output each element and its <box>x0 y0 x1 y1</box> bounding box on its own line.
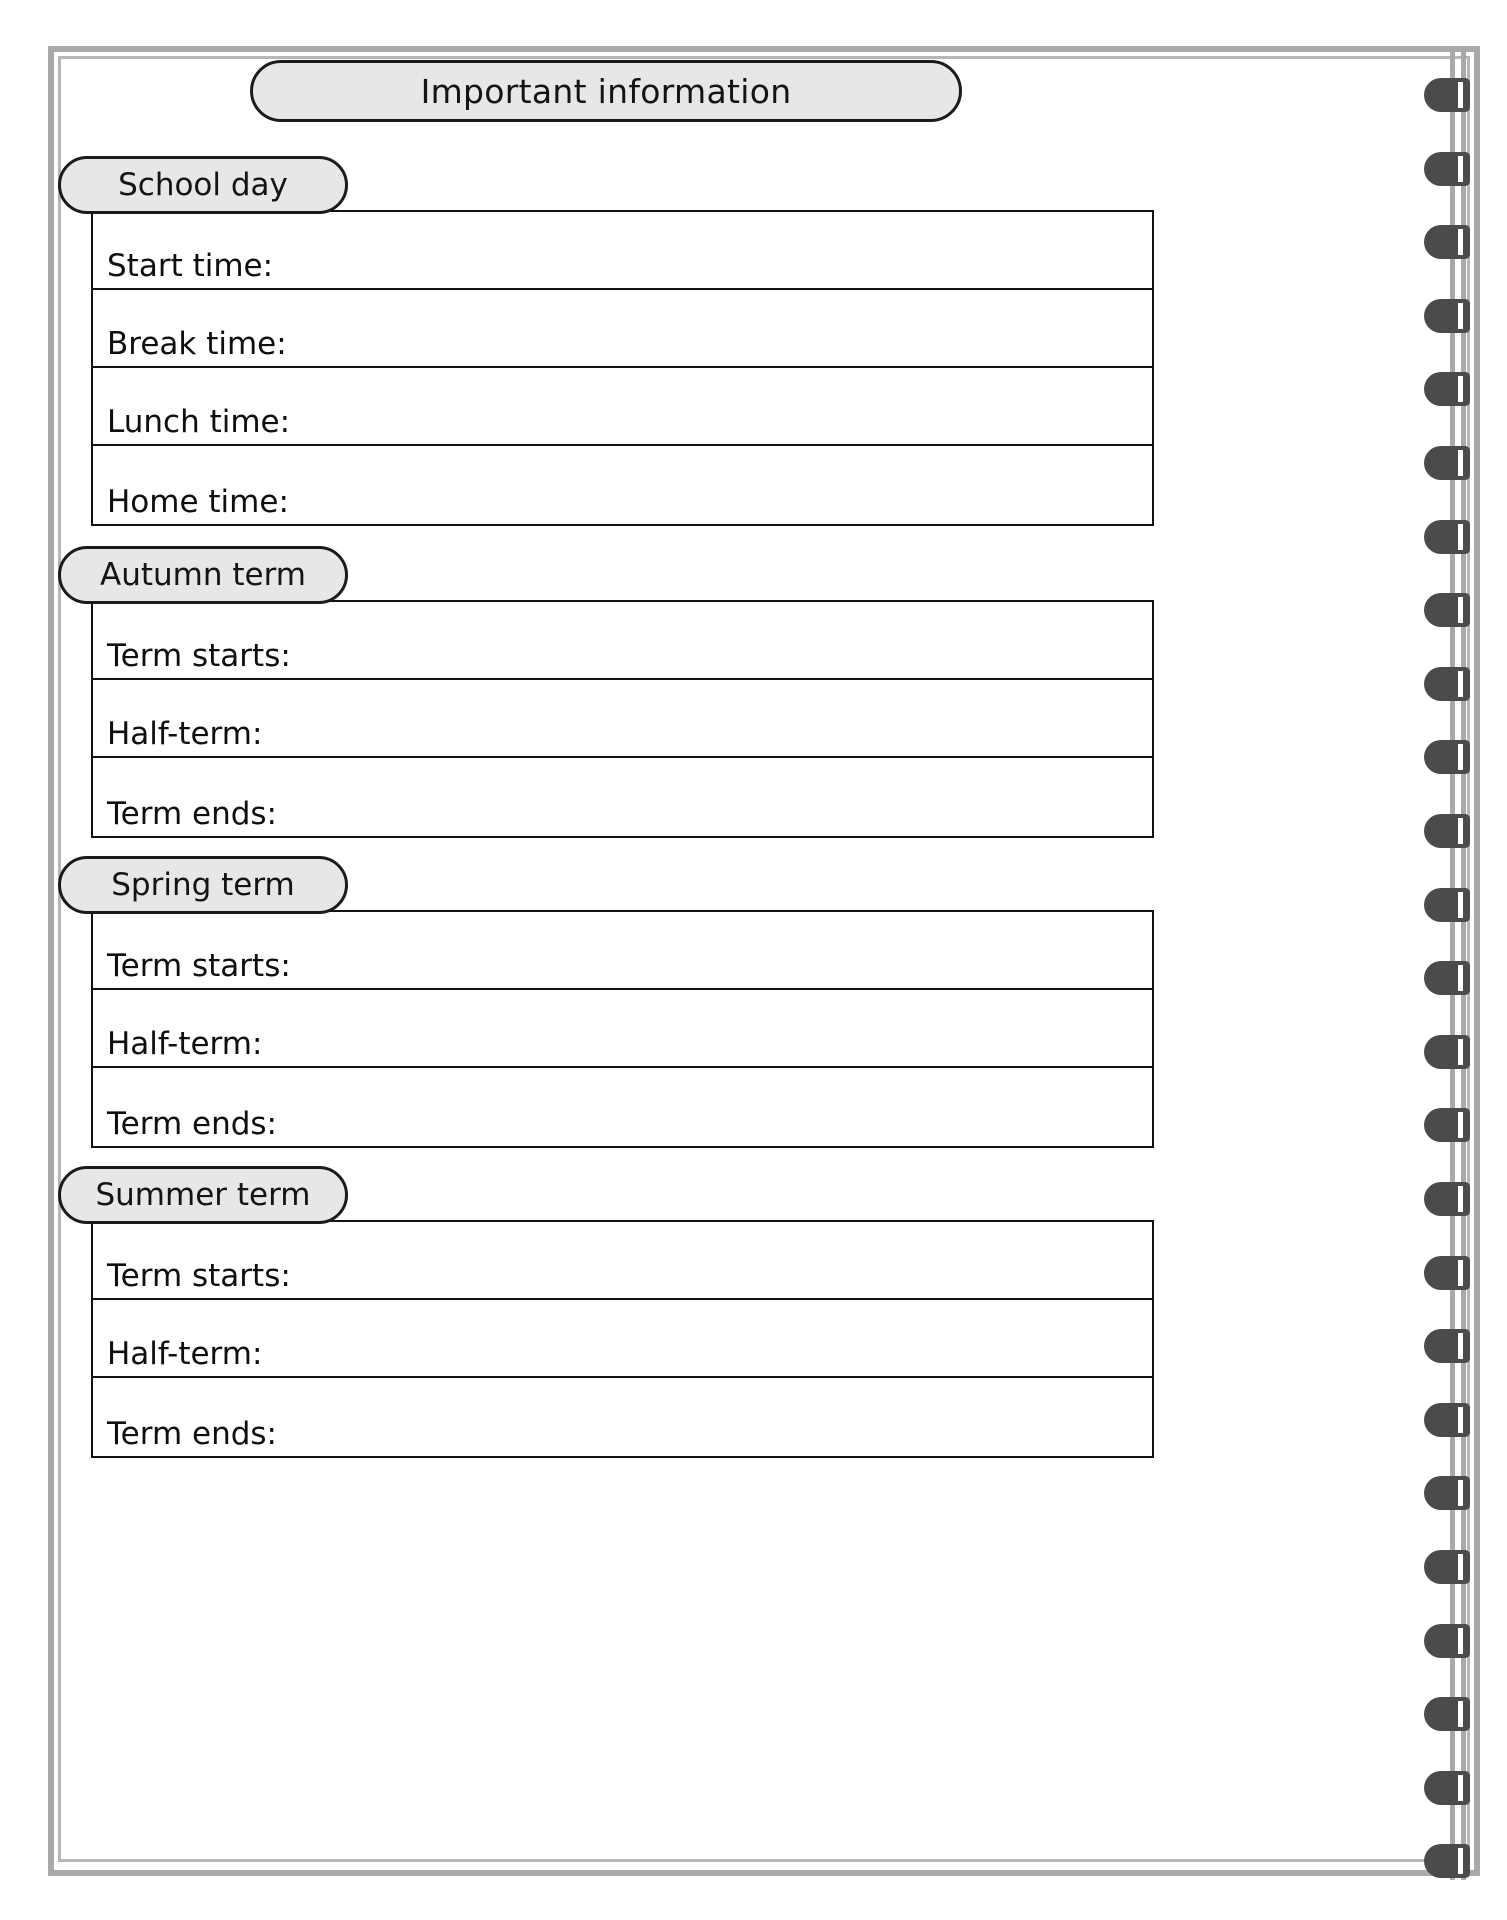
table-row[interactable] <box>93 1300 1152 1378</box>
spiral-ring-icon <box>1424 740 1470 774</box>
section-heading-summer-term: Summer term <box>58 1166 348 1224</box>
page-content <box>58 56 1470 1862</box>
table-row[interactable] <box>93 680 1152 758</box>
spiral-ring-icon <box>1424 814 1470 848</box>
spiral-ring-icon <box>1424 1329 1470 1363</box>
row-label: Term starts: <box>107 638 291 674</box>
spiral-ring-icon <box>1424 1624 1470 1658</box>
table-row[interactable] <box>93 912 1152 990</box>
table-spring-term <box>91 910 1154 1148</box>
page-title: Important information <box>250 60 962 122</box>
spiral-ring-icon <box>1424 225 1470 259</box>
spiral-ring-icon <box>1424 1256 1470 1290</box>
spiral-ring-icon <box>1424 888 1470 922</box>
table-row[interactable] <box>93 990 1152 1068</box>
row-label: Start time: <box>107 248 274 284</box>
spiral-ring-icon <box>1424 372 1470 406</box>
row-label: Term ends: <box>107 796 277 832</box>
table-summer-term <box>91 1220 1154 1458</box>
section-heading-autumn-term: Autumn term <box>58 546 348 604</box>
row-label: Half-term: <box>107 716 263 752</box>
spiral-ring-icon <box>1424 1035 1470 1069</box>
spiral-ring-icon <box>1424 78 1470 112</box>
row-label: Home time: <box>107 484 289 520</box>
row-label: Term ends: <box>107 1106 277 1142</box>
spiral-ring-icon <box>1424 593 1470 627</box>
spiral-ring-icon <box>1424 961 1470 995</box>
table-row[interactable] <box>93 1378 1152 1456</box>
row-label: Lunch time: <box>107 404 291 440</box>
spiral-ring-icon <box>1424 1771 1470 1805</box>
table-school-day <box>91 210 1154 526</box>
table-row[interactable] <box>93 602 1152 680</box>
spiral-ring-icon <box>1424 299 1470 333</box>
table-row[interactable] <box>93 1068 1152 1146</box>
spiral-ring-icon <box>1424 1403 1470 1437</box>
row-label: Term starts: <box>107 1258 291 1294</box>
spiral-ring-icon <box>1424 1844 1470 1878</box>
spiral-ring-icon <box>1424 152 1470 186</box>
spiral-ring-icon <box>1424 1476 1470 1510</box>
section-heading-school-day: School day <box>58 156 348 214</box>
row-label: Half-term: <box>107 1026 263 1062</box>
spiral-binding <box>1446 0 1507 1920</box>
spiral-ring-icon <box>1424 1108 1470 1142</box>
table-row[interactable] <box>93 368 1152 446</box>
spiral-ring-icon <box>1424 667 1470 701</box>
row-label: Break time: <box>107 326 287 362</box>
spiral-ring-icon <box>1424 520 1470 554</box>
row-label: Half-term: <box>107 1336 263 1372</box>
table-autumn-term <box>91 600 1154 838</box>
row-label: Term ends: <box>107 1416 277 1452</box>
table-row[interactable] <box>93 446 1152 524</box>
table-row[interactable] <box>93 212 1152 290</box>
spiral-ring-icon <box>1424 446 1470 480</box>
spiral-ring-icon <box>1424 1550 1470 1584</box>
table-row[interactable] <box>93 758 1152 836</box>
section-heading-spring-term: Spring term <box>58 856 348 914</box>
row-label: Term starts: <box>107 948 291 984</box>
spiral-ring-icon <box>1424 1697 1470 1731</box>
spiral-ring-icon <box>1424 1182 1470 1216</box>
table-row[interactable] <box>93 290 1152 368</box>
table-row[interactable] <box>93 1222 1152 1300</box>
